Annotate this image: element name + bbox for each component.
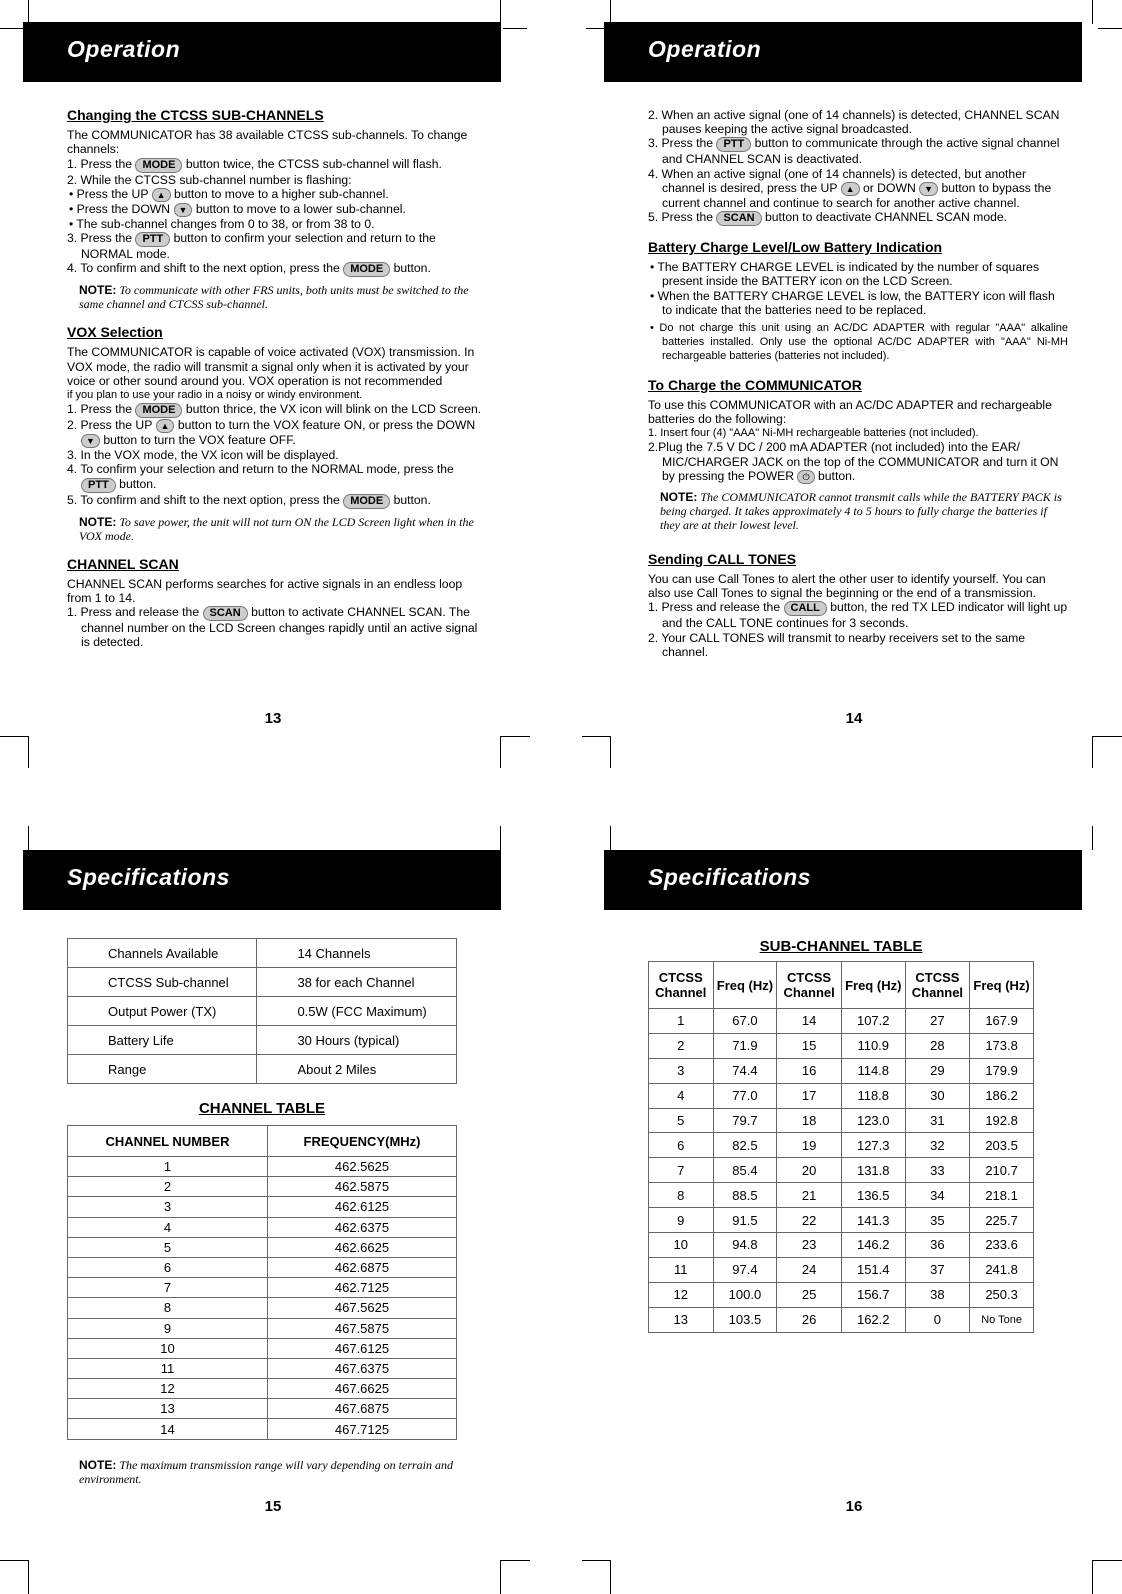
ctcss-channel: 9 xyxy=(649,1208,714,1233)
bullet: • Press the UP ▲ button to move to a higher sub-channel. xyxy=(69,186,389,201)
channel-number: 9 xyxy=(68,1318,268,1338)
channel-number: 12 xyxy=(68,1379,268,1399)
table-row xyxy=(649,1257,1034,1282)
crop-mark xyxy=(500,736,530,737)
table-caption: CHANNEL TABLE xyxy=(198,1100,326,1117)
ctcss-channel: 8 xyxy=(649,1183,714,1208)
note: NOTE: The COMMUNICATOR cannot transmit calls while the BATTERY PACK is being charged. It takes approximately 4 to 5 hours to fully charge the batteries if they are at their lowest level. xyxy=(660,489,1062,532)
step: 3. Press the PTT button to confirm your selection and return to the NORMAL mode. xyxy=(67,231,436,262)
column-header: Freq (Hz) xyxy=(970,962,1034,1009)
ctcss-channel: 16 xyxy=(777,1058,842,1083)
ctcss-channel: 18 xyxy=(777,1108,842,1133)
ctcss-frequency: 74.4 xyxy=(713,1058,777,1083)
column-header: CHANNEL NUMBER xyxy=(68,1126,268,1157)
section-heading: Sending CALL TONES xyxy=(648,550,797,567)
column-header: Freq (Hz) xyxy=(841,962,905,1009)
ctcss-frequency: 71.9 xyxy=(713,1033,777,1058)
crop-mark xyxy=(582,736,610,737)
ctcss-channel: 0 xyxy=(905,1307,970,1332)
page-13 xyxy=(23,22,523,727)
ctcss-frequency: 151.4 xyxy=(841,1257,905,1282)
table-row xyxy=(68,1197,457,1217)
spec-table xyxy=(67,938,457,1084)
scan-button-icon: SCAN xyxy=(716,211,761,226)
ctcss-channel: 6 xyxy=(649,1133,714,1158)
crop-mark xyxy=(28,736,29,768)
crop-mark xyxy=(610,736,611,768)
ctcss-frequency: 110.9 xyxy=(841,1033,905,1058)
paragraph: You can use Call Tones to alert the other user to identify yourself. You can also use Call Tones to signal the beginning or the end of a transmission. xyxy=(648,572,1046,601)
channel-number: 14 xyxy=(68,1419,268,1439)
channel-frequency: 467.6375 xyxy=(268,1358,457,1378)
spec-label: CTCSS Sub-channel xyxy=(68,968,257,997)
ctcss-channel: 12 xyxy=(649,1282,714,1307)
page-15 xyxy=(23,850,523,1540)
ctcss-channel: 5 xyxy=(649,1108,714,1133)
ctcss-frequency: 67.0 xyxy=(713,1009,777,1034)
ctcss-channel: 33 xyxy=(905,1158,970,1183)
ctcss-frequency: 210.7 xyxy=(970,1158,1034,1183)
down-arrow-icon: ▼ xyxy=(81,434,100,448)
mode-button-icon: MODE xyxy=(135,403,182,418)
ctcss-frequency: 141.3 xyxy=(841,1208,905,1233)
scan-button-icon: SCAN xyxy=(203,606,248,621)
crop-mark xyxy=(0,28,24,29)
ctcss-channel: 36 xyxy=(905,1233,970,1258)
spec-value: 38 for each Channel xyxy=(257,968,457,997)
ctcss-channel: 37 xyxy=(905,1257,970,1282)
section-heading: VOX Selection xyxy=(67,324,163,341)
ctcss-frequency: 186.2 xyxy=(970,1083,1034,1108)
ctcss-frequency: 97.4 xyxy=(713,1257,777,1282)
ctcss-frequency: 123.0 xyxy=(841,1108,905,1133)
page-banner xyxy=(23,22,501,82)
channel-number: 4 xyxy=(68,1217,268,1237)
column-header: CTCSS Channel xyxy=(649,962,714,1009)
table-row xyxy=(68,1358,457,1378)
table-row xyxy=(68,997,457,1026)
bullet: • Do not charge this unit using an AC/DC ADAPTER with regular "AAA" alkaline batteries installed. Only use the optional AC/DC ADAPTER with "AAA" Ni-MH rechargeable batteries (batteries not included). xyxy=(650,322,1068,363)
crop-mark xyxy=(1092,0,1093,24)
section-heading: Battery Charge Level/Low Battery Indication xyxy=(648,239,943,256)
ctcss-frequency: 79.7 xyxy=(713,1108,777,1133)
ctcss-channel: 34 xyxy=(905,1183,970,1208)
channel-frequency: 467.5625 xyxy=(268,1298,457,1318)
step: 3. In the VOX mode, the VX icon will be displayed. xyxy=(67,448,339,463)
ctcss-frequency: 131.8 xyxy=(841,1158,905,1183)
ctcss-frequency: 88.5 xyxy=(713,1183,777,1208)
table-row xyxy=(649,1282,1034,1307)
up-arrow-icon: ▲ xyxy=(156,419,175,433)
step: 1. Press the MODE button twice, the CTCSS sub-channel will flash. xyxy=(67,156,442,171)
step: 4. To confirm and shift to the next option, press the MODE button. xyxy=(67,261,431,276)
page-content xyxy=(648,108,1068,659)
column-header: CTCSS Channel xyxy=(905,962,970,1009)
table-row xyxy=(649,1233,1034,1258)
crop-mark xyxy=(500,826,501,850)
ctcss-channel: 27 xyxy=(905,1009,970,1034)
ctcss-channel: 19 xyxy=(777,1133,842,1158)
channel-frequency: 462.6125 xyxy=(268,1197,457,1217)
spec-value: About 2 Miles xyxy=(257,1055,457,1084)
ctcss-frequency: 118.8 xyxy=(841,1083,905,1108)
page-content xyxy=(67,938,457,1492)
ctcss-frequency: 173.8 xyxy=(970,1033,1034,1058)
banner-title: Operation xyxy=(67,36,181,62)
channel-frequency: 462.6625 xyxy=(268,1237,457,1257)
ctcss-channel: 30 xyxy=(905,1083,970,1108)
ctcss-channel: 14 xyxy=(777,1009,842,1034)
ctcss-channel: 11 xyxy=(649,1257,714,1282)
table-row xyxy=(649,1058,1034,1083)
ctcss-channel: 17 xyxy=(777,1083,842,1108)
channel-frequency: 467.6625 xyxy=(268,1379,457,1399)
page-banner xyxy=(604,850,1082,910)
spec-label: Output Power (TX) xyxy=(68,997,257,1026)
step: 4. When an active signal (one of 14 channels) is detected, but another channel is desired, press the UP ▲ or DOWN ▼ button to bypass the current channel and continue to search for another active channel. xyxy=(648,166,1052,210)
step: 2. Your CALL TONES will transmit to nearby receivers set to the same channel. xyxy=(648,630,1026,659)
channel-number: 1 xyxy=(68,1157,268,1177)
table-row xyxy=(68,1055,457,1084)
page-banner xyxy=(23,850,501,910)
ctcss-channel: 32 xyxy=(905,1133,970,1158)
table-row xyxy=(68,1278,457,1298)
table-row xyxy=(68,1217,457,1237)
crop-mark xyxy=(582,1560,610,1561)
ctcss-channel: 22 xyxy=(777,1208,842,1233)
channel-number: 6 xyxy=(68,1257,268,1277)
channel-number: 5 xyxy=(68,1237,268,1257)
table-header-row xyxy=(649,962,1034,1009)
channel-frequency: 467.5875 xyxy=(268,1318,457,1338)
ctcss-frequency: 94.8 xyxy=(713,1233,777,1258)
channel-frequency: 467.7125 xyxy=(268,1419,457,1439)
ctcss-frequency: 156.7 xyxy=(841,1282,905,1307)
ctcss-channel: 13 xyxy=(649,1307,714,1332)
table-row xyxy=(68,1419,457,1439)
ctcss-channel: 24 xyxy=(777,1257,842,1282)
ctcss-frequency: 85.4 xyxy=(713,1158,777,1183)
column-header: FREQUENCY(MHz) xyxy=(268,1126,457,1157)
step: 1. Press and release the SCAN button to activate CHANNEL SCAN. The channel number on the LCD Screen changes rapidly until an active signal is detected. xyxy=(67,605,478,650)
table-caption: SUB-CHANNEL TABLE xyxy=(759,938,923,955)
note: NOTE: The maximum transmission range will vary depending on terrain and environment. xyxy=(79,1457,453,1486)
ctcss-frequency: No Tone xyxy=(970,1307,1034,1332)
note: NOTE: To save power, the unit will not turn ON the LCD Screen light when in the VOX mode. xyxy=(79,514,474,543)
ctcss-channel: 2 xyxy=(649,1033,714,1058)
ptt-button-icon: PTT xyxy=(716,137,751,152)
ctcss-frequency: 100.0 xyxy=(713,1282,777,1307)
ctcss-frequency: 103.5 xyxy=(713,1307,777,1332)
ctcss-frequency: 192.8 xyxy=(970,1108,1034,1133)
ctcss-channel: 21 xyxy=(777,1183,842,1208)
step: 1. Press the MODE button thrice, the VX icon will blink on the LCD Screen. xyxy=(67,402,482,417)
up-arrow-icon: ▲ xyxy=(152,188,171,202)
ctcss-frequency: 136.5 xyxy=(841,1183,905,1208)
up-arrow-icon: ▲ xyxy=(841,182,860,196)
table-row xyxy=(649,1158,1034,1183)
spec-value: 0.5W (FCC Maximum) xyxy=(257,997,457,1026)
bullet: • The sub-channel changes from 0 to 38, or from 38 to 0. xyxy=(69,216,375,231)
sub-channel-table xyxy=(648,961,1034,1333)
crop-mark xyxy=(610,0,611,24)
section-heading: Changing the CTCSS SUB-CHANNELS xyxy=(67,107,324,123)
step: 5. Press the SCAN button to deactivate CHANNEL SCAN mode. xyxy=(648,210,1008,225)
crop-mark xyxy=(610,826,611,850)
channel-frequency: 462.5625 xyxy=(268,1157,457,1177)
ctcss-frequency: 241.8 xyxy=(970,1257,1034,1282)
ctcss-channel: 29 xyxy=(905,1058,970,1083)
down-arrow-icon: ▼ xyxy=(174,203,193,217)
table-header-row xyxy=(68,1126,457,1157)
channel-frequency: 462.7125 xyxy=(268,1278,457,1298)
channel-number: 10 xyxy=(68,1338,268,1358)
ctcss-frequency: 218.1 xyxy=(970,1183,1034,1208)
step: 2. When an active signal (one of 14 channels) is detected, CHANNEL SCAN pauses keeping the active signal broadcasted. xyxy=(648,108,1060,137)
ctcss-frequency: 91.5 xyxy=(713,1208,777,1233)
paragraph: The COMMUNICATOR has 38 available CTCSS sub-channels. To change channels: xyxy=(67,128,468,157)
step: 5. To confirm and shift to the next option, press the MODE button. xyxy=(67,492,431,507)
table-row xyxy=(68,1298,457,1318)
table-row xyxy=(68,1338,457,1358)
channel-number: 2 xyxy=(68,1177,268,1197)
channel-frequency: 462.6875 xyxy=(268,1257,457,1277)
spec-label: Range xyxy=(68,1055,257,1084)
step: 1. Press and release the CALL button, the red TX LED indicator will light up and the CALL TONE continues for 3 seconds. xyxy=(648,600,1068,631)
table-row xyxy=(68,968,457,997)
table-row xyxy=(649,1033,1034,1058)
column-header: CTCSS Channel xyxy=(777,962,842,1009)
table-row xyxy=(68,1399,457,1419)
ctcss-channel: 20 xyxy=(777,1158,842,1183)
crop-mark xyxy=(500,1560,501,1594)
mode-button-icon: MODE xyxy=(343,262,390,277)
ctcss-frequency: 107.2 xyxy=(841,1009,905,1034)
column-header: Freq (Hz) xyxy=(713,962,777,1009)
banner-title: Specifications xyxy=(67,864,230,890)
ctcss-frequency: 162.2 xyxy=(841,1307,905,1332)
step: 4. To confirm your selection and return to the NORMAL mode, press the PTT button. xyxy=(67,462,454,491)
ctcss-frequency: 250.3 xyxy=(970,1282,1034,1307)
spec-label: Battery Life xyxy=(68,1026,257,1055)
table-row xyxy=(649,1307,1034,1332)
crop-mark xyxy=(500,0,501,24)
channel-number: 7 xyxy=(68,1278,268,1298)
step: 2. Press the UP ▲ button to turn the VOX feature ON, or press the DOWN ▼ button to turn the VOX feature OFF. xyxy=(67,418,476,448)
ctcss-frequency: 82.5 xyxy=(713,1133,777,1158)
spec-value: 30 Hours (typical) xyxy=(257,1026,457,1055)
down-arrow-icon: ▼ xyxy=(919,182,938,196)
ctcss-channel: 26 xyxy=(777,1307,842,1332)
ctcss-channel: 3 xyxy=(649,1058,714,1083)
table-row xyxy=(649,1108,1034,1133)
crop-mark xyxy=(0,736,28,737)
crop-mark xyxy=(1092,1560,1093,1594)
section-heading: CHANNEL SCAN xyxy=(67,555,179,572)
step: 1. Insert four (4) "AAA" Ni-MH rechargeable batteries (not included). xyxy=(648,427,979,440)
table-row xyxy=(68,1157,457,1177)
ctcss-channel: 4 xyxy=(649,1083,714,1108)
crop-mark xyxy=(500,1560,530,1561)
table-row xyxy=(649,1208,1034,1233)
crop-mark xyxy=(28,1560,29,1594)
paragraph: CHANNEL SCAN performs searches for active signals in an endless loop from 1 to 14. xyxy=(67,576,463,606)
ctcss-channel: 1 xyxy=(649,1009,714,1034)
ctcss-frequency: 77.0 xyxy=(713,1083,777,1108)
bullet: • Press the DOWN ▼ button to move to a lower sub-channel. xyxy=(69,201,406,216)
page-14 xyxy=(604,22,1104,727)
bullet: • When the BATTERY CHARGE LEVEL is low, the BATTERY icon will flash to indicate that the batteries need to be replaced. xyxy=(650,288,1055,317)
channel-frequency: 462.5875 xyxy=(268,1177,457,1197)
page-number: 16 xyxy=(845,1498,863,1515)
table-row xyxy=(68,1318,457,1338)
ctcss-channel: 35 xyxy=(905,1208,970,1233)
banner-title: Operation xyxy=(648,36,762,62)
step: 2.Plug the 7.5 V DC / 200 mA ADAPTER (not included) into the EAR/ MIC/CHARGER JACK on the top of the COMMUNICATOR and turn it ON by pressing the POWER ⏻ button. xyxy=(648,440,1059,483)
ctcss-channel: 10 xyxy=(649,1233,714,1258)
table-row xyxy=(68,1026,457,1055)
ctcss-frequency: 146.2 xyxy=(841,1233,905,1258)
channel-number: 3 xyxy=(68,1197,268,1217)
ctcss-channel: 15 xyxy=(777,1033,842,1058)
channel-table xyxy=(67,1125,457,1440)
ctcss-frequency: 167.9 xyxy=(970,1009,1034,1034)
crop-mark xyxy=(28,0,29,24)
bullet: • The BATTERY CHARGE LEVEL is indicated by the number of squares present inside the BATTERY icon on the LCD Screen. xyxy=(650,260,1040,289)
spec-value: 14 Channels xyxy=(257,939,457,968)
spec-label: Channels Available xyxy=(68,939,257,968)
page-banner xyxy=(604,22,1082,82)
crop-mark xyxy=(0,1560,28,1561)
page-16 xyxy=(604,850,1104,1540)
page-content xyxy=(648,922,1034,1333)
ctcss-frequency: 225.7 xyxy=(970,1208,1034,1233)
ptt-button-icon: PTT xyxy=(135,232,170,247)
call-button-icon: CALL xyxy=(784,601,827,616)
table-row xyxy=(68,939,457,968)
ctcss-frequency: 203.5 xyxy=(970,1133,1034,1158)
ctcss-channel: 25 xyxy=(777,1282,842,1307)
crop-mark xyxy=(28,826,29,850)
channel-frequency: 467.6875 xyxy=(268,1399,457,1419)
step: 3. Press the PTT button to communicate through the active signal channel and CHANNEL SCAN is deactivated. xyxy=(648,136,1060,167)
crop-mark xyxy=(610,1560,611,1594)
note: NOTE: To communicate with other FRS units, both units must be switched to the same channel and CTCSS sub-channel. xyxy=(79,283,469,312)
ctcss-channel: 38 xyxy=(905,1282,970,1307)
channel-frequency: 462.6375 xyxy=(268,1217,457,1237)
table-row xyxy=(649,1083,1034,1108)
ctcss-channel: 23 xyxy=(777,1233,842,1258)
table-row xyxy=(68,1257,457,1277)
table-row xyxy=(68,1237,457,1257)
page-number: 14 xyxy=(845,710,863,727)
table-row xyxy=(649,1133,1034,1158)
crop-mark xyxy=(1092,736,1093,768)
crop-mark xyxy=(1092,736,1122,737)
table-row xyxy=(68,1177,457,1197)
power-icon: ⏻ xyxy=(797,470,814,484)
ctcss-channel: 28 xyxy=(905,1033,970,1058)
mode-button-icon: MODE xyxy=(343,494,390,509)
crop-mark xyxy=(1092,1560,1122,1561)
ptt-button-icon: PTT xyxy=(81,478,116,493)
ctcss-channel: 7 xyxy=(649,1158,714,1183)
channel-number: 8 xyxy=(68,1298,268,1318)
channel-frequency: 467.6125 xyxy=(268,1338,457,1358)
crop-mark xyxy=(1092,826,1093,850)
table-row xyxy=(649,1009,1034,1034)
channel-number: 11 xyxy=(68,1358,268,1378)
ctcss-frequency: 233.6 xyxy=(970,1233,1034,1258)
step: 2. While the CTCSS sub-channel number is flashing: xyxy=(67,172,352,187)
table-row xyxy=(649,1183,1034,1208)
mode-button-icon: MODE xyxy=(135,158,182,173)
paragraph: if you plan to use your radio in a noisy or windy environment. xyxy=(67,389,363,402)
paragraph: To use this COMMUNICATOR with an AC/DC ADAPTER and rechargeable batteries do the following: xyxy=(648,397,1052,427)
crop-mark xyxy=(500,736,501,768)
section-heading: To Charge the COMMUNICATOR xyxy=(648,376,862,393)
paragraph: The COMMUNICATOR is capable of voice activated (VOX) transmission. In VOX mode, the radio will transmit a signal only when it is activated by your voice or other sound around you. VOX operation is not recommended xyxy=(67,345,475,388)
page-content xyxy=(67,108,487,650)
banner-title: Specifications xyxy=(648,864,811,890)
channel-number: 13 xyxy=(68,1399,268,1419)
ctcss-frequency: 127.3 xyxy=(841,1133,905,1158)
ctcss-frequency: 179.9 xyxy=(970,1058,1034,1083)
ctcss-frequency: 114.8 xyxy=(841,1058,905,1083)
ctcss-channel: 31 xyxy=(905,1108,970,1133)
table-row xyxy=(68,1379,457,1399)
page-number: 15 xyxy=(264,1498,282,1515)
page-number: 13 xyxy=(264,710,282,727)
